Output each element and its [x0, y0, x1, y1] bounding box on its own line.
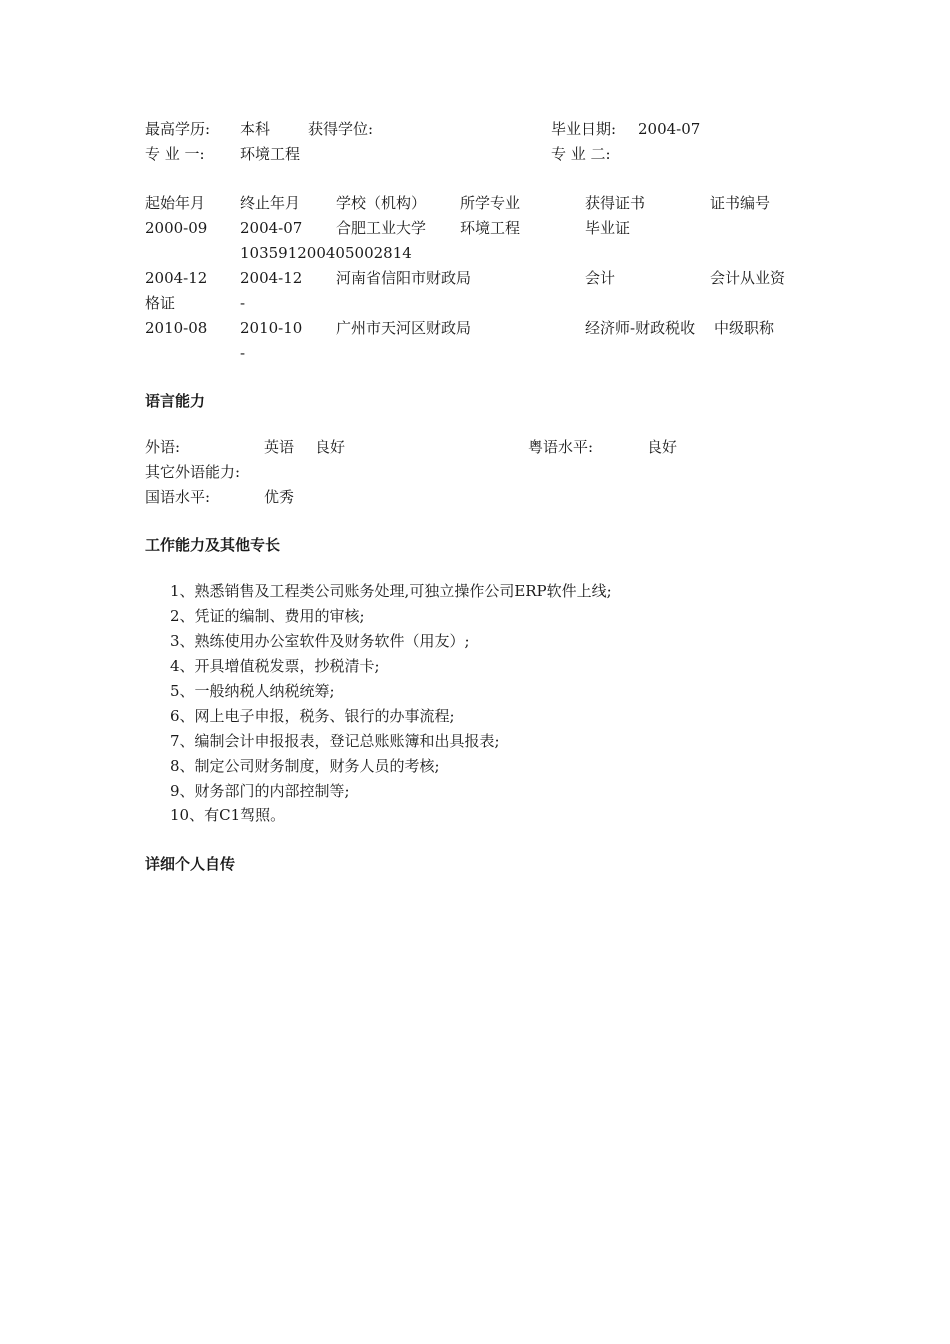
- list-item: 1、熟悉销售及工程类公司账务处理,可独立操作公司ERP软件上线;: [170, 582, 612, 600]
- major1-label: 专 业 一:: [145, 145, 205, 163]
- cantonese-level: 良好: [647, 438, 678, 456]
- mandarin-level: 优秀: [264, 488, 295, 506]
- table-row-1-start: 2000-09: [145, 219, 208, 237]
- table-row-3-cert: 经济师-财政税收: [585, 319, 696, 337]
- table-row-2-cert-no: 会计从业资: [710, 269, 786, 287]
- list-item: 9、财务部门的内部控制等;: [170, 782, 350, 800]
- degree-value: 本科: [240, 120, 271, 138]
- history-header-end: 终止年月: [240, 194, 301, 212]
- table-row-1-cert-number: 10359120040500281​4: [240, 244, 412, 262]
- list-item: 6、网上电子申报，税务、银行的办事流程;: [170, 707, 455, 725]
- history-header-cert: 获得证书: [585, 194, 646, 212]
- table-row-2-end-wrap: -: [240, 294, 246, 312]
- table-row-3-start: 2010-08: [145, 319, 208, 337]
- table-row-2-cert: 会计: [585, 269, 616, 287]
- table-row-3-cert-no: 中级职称: [714, 319, 775, 337]
- major1-value: 环境工程: [240, 145, 301, 163]
- grad-date-label: 毕业日期:: [551, 120, 617, 138]
- foreign-language-label: 外语:: [145, 438, 181, 456]
- table-row-2-end: 2004-12: [240, 269, 303, 287]
- grad-date-value: 2004-07: [638, 120, 701, 138]
- bio-heading: 详细个人自传: [145, 855, 236, 873]
- list-item: 3、熟练使用办公室软件及财务软件（用友）;: [170, 632, 470, 650]
- list-item: 10、有C1驾照。: [170, 806, 286, 824]
- table-row-3-end: 2010-10: [240, 319, 303, 337]
- table-row-1-major: 环境工程: [460, 219, 521, 237]
- other-language-label: 其它外语能力:: [145, 463, 241, 481]
- history-header-major: 所学专业: [460, 194, 521, 212]
- table-row-1-org: 合肥工业大学: [336, 219, 427, 237]
- mandarin-label: 国语水平:: [145, 488, 211, 506]
- table-row-1-cert: 毕业证: [585, 219, 631, 237]
- history-header-org: 学校（机构）: [336, 194, 427, 212]
- cantonese-label: 粤语水平:: [528, 438, 594, 456]
- table-row-2-start: 2004-12: [145, 269, 208, 287]
- foreign-language-level: 良好: [315, 438, 346, 456]
- list-item: 5、一般纳税人纳税统筹;: [170, 682, 335, 700]
- list-item: 4、开具增值税发票，抄税清卡;: [170, 657, 380, 675]
- list-item: 2、凭证的编制、费用的审核;: [170, 607, 365, 625]
- degree-label: 最高学历:: [145, 120, 211, 138]
- history-header-cert-no: 证书编号: [710, 194, 771, 212]
- language-heading: 语言能力: [145, 392, 206, 410]
- table-row-2-org: 河南省信阳市财政局: [336, 269, 472, 287]
- history-header-start: 起始年月: [145, 194, 206, 212]
- table-row-1-end: 2004-07: [240, 219, 303, 237]
- list-item: 8、制定公司财务制度，财务人员的考核;: [170, 757, 440, 775]
- skills-heading: 工作能力及其他专长: [145, 536, 281, 554]
- foreign-language-value: 英语: [264, 438, 295, 456]
- table-row-3-org: 广州市天河区财政局: [336, 319, 472, 337]
- table-row-3-end-wrap: -: [240, 344, 246, 362]
- table-row-2-cert-no-wrap: 格证: [145, 294, 176, 312]
- list-item: 7、编制会计申报报表，登记总账账簿和出具报表;: [170, 732, 500, 750]
- title-label: 获得学位:: [308, 120, 374, 138]
- major2-label: 专 业 二:: [551, 145, 611, 163]
